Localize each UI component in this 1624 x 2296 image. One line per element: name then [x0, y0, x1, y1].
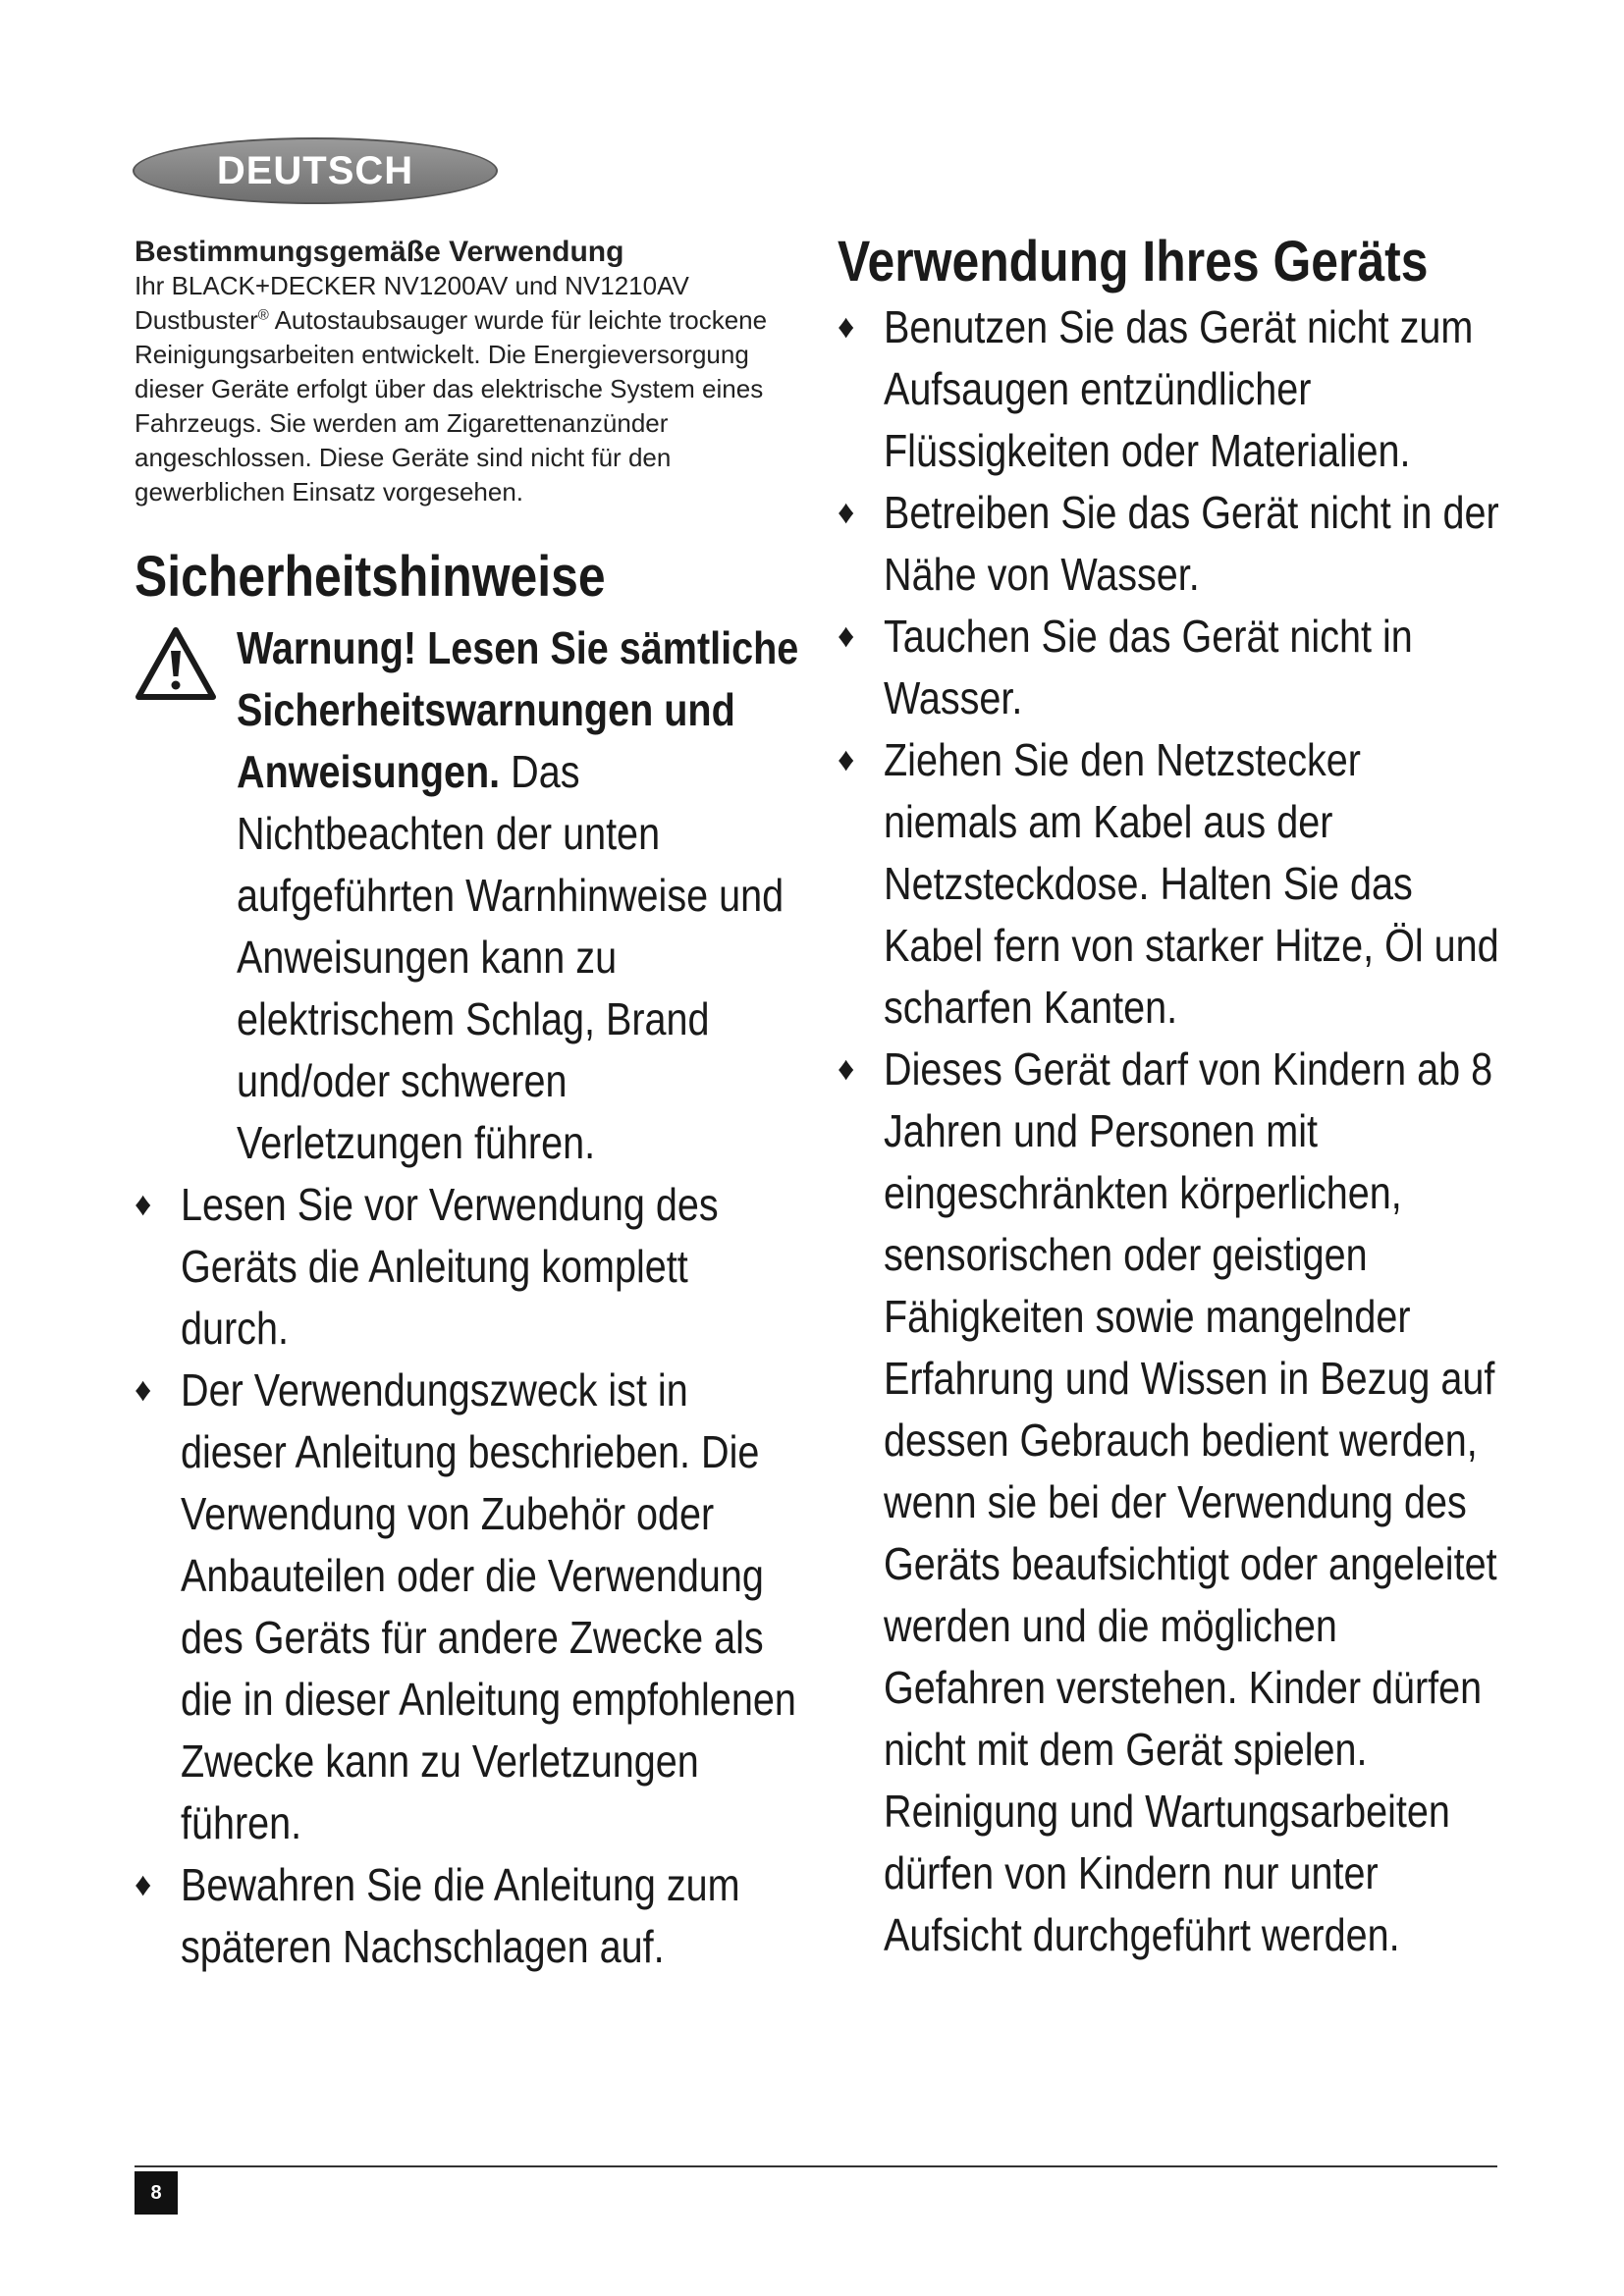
warning-block [135, 617, 802, 1174]
warning-body-text: Das Nichtbeachten der unten aufgeführten Warnhinweise und Anweisungen kann zu elektrischem Schlag, Brand und/oder schweren Verletzungen führen. [237, 746, 785, 1168]
intended-use-text: Ihr BLACK+DECKER NV1200AV und NV1210AV Dustbuster® Autostaubsauger wurde für leichte trockene Reinigungsarbeiten entwickelt. Die Energieversorgung dieser Geräte erfolgt über das elektrische System eines Fahrzeugs. Sie werden am Zigarettenanzünder angeschlossen. Diese Geräte sind nicht für den gewerblichen Einsatz vorgesehen. [135, 271, 768, 507]
bullet-diamond-icon: ♦ [838, 308, 855, 346]
list-item: ♦ Ziehen Sie den Netzstecker niemals am Kabel aus der Netzsteckdose. Halten Sie das Kabel fern von starker Hitze, Öl und scharfen Kanten. [838, 729, 1505, 1039]
bullet-diamond-icon: ♦ [135, 1866, 152, 1903]
list-item: ♦ Lesen Sie vor Verwendung des Geräts die Anleitung komplett durch. [135, 1174, 802, 1360]
bullet-diamond-icon: ♦ [838, 741, 855, 778]
bullet-diamond-icon: ♦ [135, 1371, 152, 1409]
list-item: ♦ Der Verwendungszweck ist in dieser Anleitung beschrieben. Die Verwendung von Zubehör oder Anbauteilen oder die Verwendung des Geräts für andere Zwecke als die in dieser Anleitung empfohlenen Zwecke kann zu Verletzungen führen. [135, 1360, 802, 1854]
language-tab: DEUTSCH [133, 137, 498, 204]
list-item: ♦ Dieses Gerät darf von Kindern ab 8 Jahren und Personen mit eingeschränkten körperlichen, sensorischen oder geistigen Fähigkeiten sowie mangelnder Erfahrung und Wissen in Bezug auf dessen Gebrauch bedient werden, wenn sie bei der Verwendung des Geräts beaufsichtigt oder angeleitet werden und die möglichen Gefahren verstehen. Kinder dürfen nicht mit dem Gerät spielen. Reinigung und Wartungsarbeiten dürfen von Kindern nur unter Aufsicht durchgeführt werden. [838, 1039, 1505, 1966]
bullet-diamond-icon: ♦ [135, 1186, 152, 1223]
intended-use-heading: Bestimmungsgemäße Verwendung [135, 236, 624, 268]
registered-mark: ® [257, 306, 269, 324]
device-use-heading: Verwendung Ihres Geräts [838, 230, 1429, 294]
page-number: 8 [135, 2171, 178, 2215]
bullet-diamond-icon: ♦ [838, 494, 855, 531]
warning-bold-text: Warnung! Lesen Sie sämtliche Sicherheitswarnungen und Anweisungen. [237, 622, 799, 797]
right-column [838, 228, 1505, 1966]
bullet-diamond-icon: ♦ [838, 617, 855, 655]
device-use-list [838, 296, 1505, 1966]
safety-list [135, 1174, 802, 1978]
bullet-diamond-icon: ♦ [838, 1050, 855, 1088]
list-item: ♦ Benutzen Sie das Gerät nicht zum Aufsaugen entzündlicher Flüssigkeiten oder Materialien. [838, 296, 1505, 482]
list-item: ♦ Bewahren Sie die Anleitung zum späteren Nachschlagen auf. [135, 1854, 802, 1978]
footer-divider [135, 2165, 1497, 2167]
list-item: ♦ Tauchen Sie das Gerät nicht in Wasser. [838, 606, 1505, 729]
warning-text [237, 617, 801, 1174]
warning-triangle-icon [135, 625, 217, 702]
left-column [135, 236, 802, 1978]
safety-heading: Sicherheitshinweise [135, 545, 606, 609]
list-item: ♦ Betreiben Sie das Gerät nicht in der Nähe von Wasser. [838, 482, 1505, 606]
